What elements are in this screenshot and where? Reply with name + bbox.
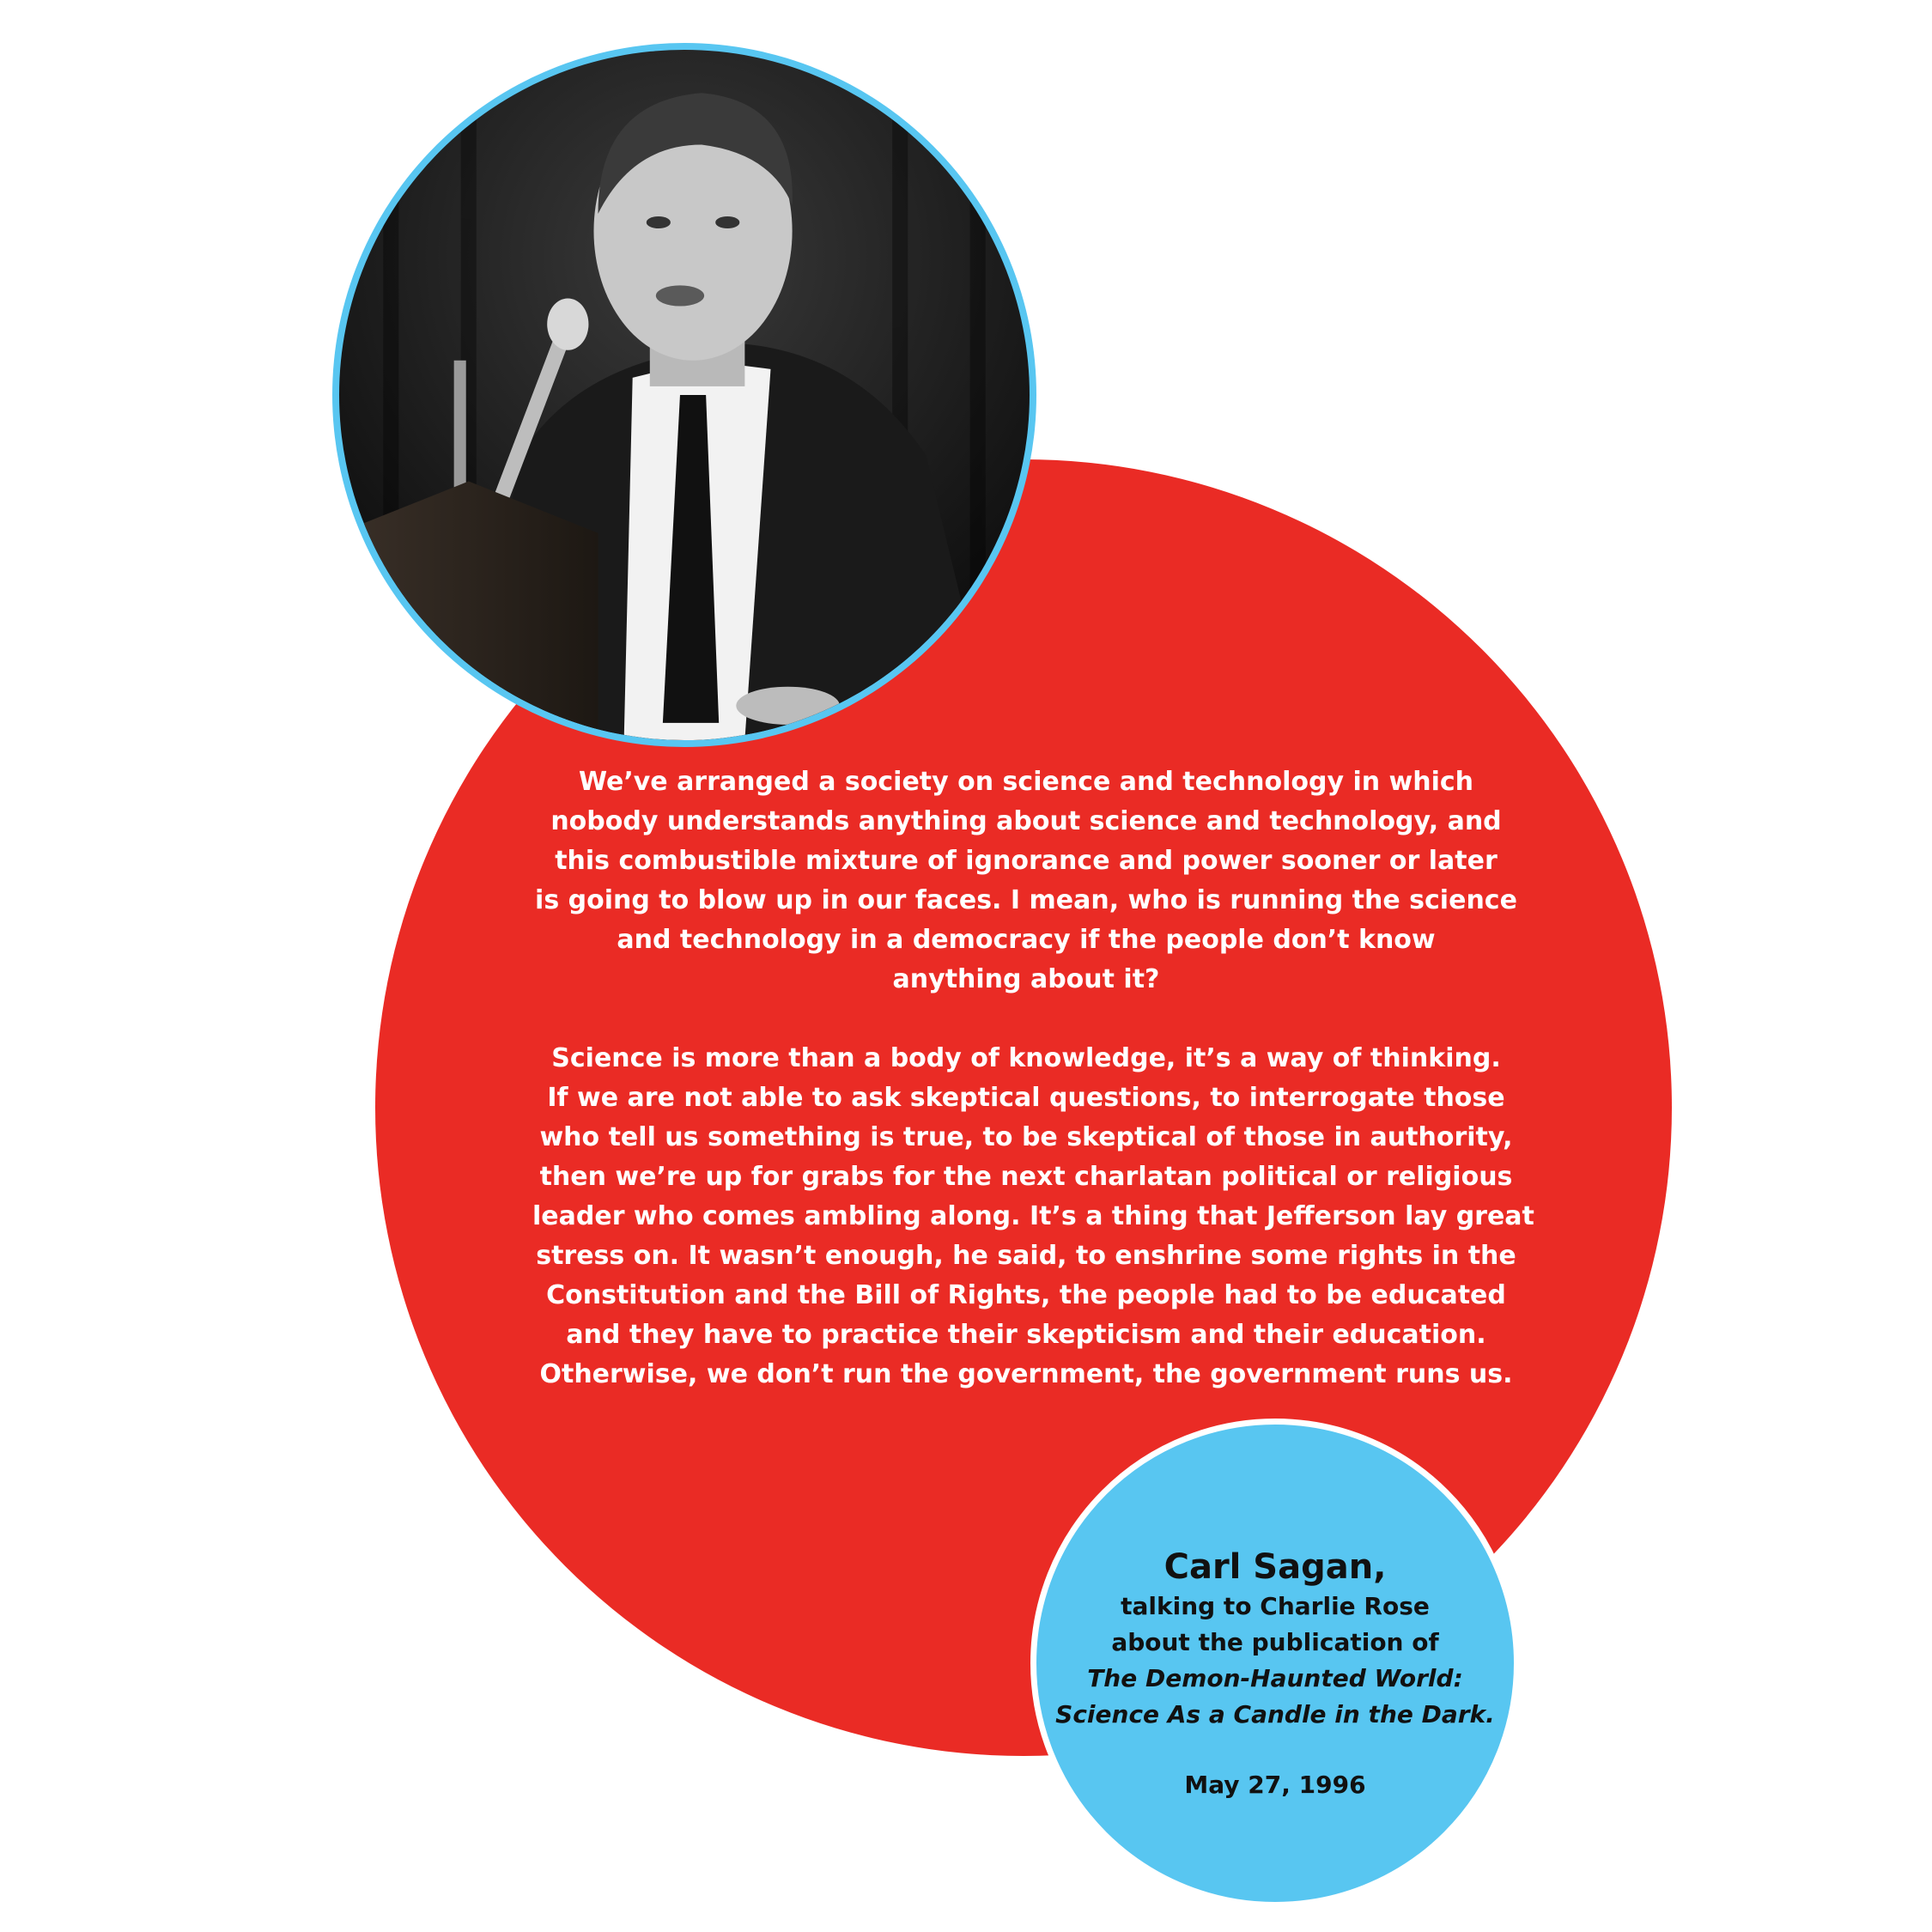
quote-line: then we’re up for grabs for the next charlatan political or religious: [539, 1162, 1513, 1192]
quote-paragraph-2: [532, 1039, 1534, 1394]
quote-paragraph-1: [532, 762, 1520, 999]
quote-line: stress on. It wasn’t enough, he said, to enshrine some rights in the: [536, 1241, 1516, 1271]
author-name: Carl Sagan,: [1163, 1547, 1387, 1587]
quote-text: [532, 762, 1534, 1434]
book-title-line-1: The Demon-Haunted World:: [1087, 1664, 1463, 1692]
context-line-2: about the publication of: [1111, 1628, 1439, 1656]
quote-line: this combustible mixture of ignorance and power sooner or later: [555, 846, 1498, 876]
interview-date: May 27, 1996: [1184, 1771, 1366, 1799]
speaker-at-podium-photo: [339, 50, 1030, 740]
attribution: [1030, 1546, 1520, 1803]
quote-line: Science is more than a body of knowledge, it’s a way of thinking.: [551, 1043, 1501, 1073]
quote-line: leader who comes ambling along. It’s a thing that Jefferson lay great: [532, 1201, 1534, 1231]
context-line-1: talking to Charlie Rose: [1121, 1592, 1430, 1620]
book-title-line-2: Science As a Candle in the Dark.: [1055, 1700, 1495, 1728]
quote-line: is going to blow up in our faces. I mean, who is running the science: [535, 885, 1517, 915]
quote-line: We’ve arranged a society on science and technology in which: [578, 767, 1474, 797]
speaker-photo: [332, 43, 1036, 747]
quote-line: and technology in a democracy if the people don’t know: [617, 925, 1436, 955]
quote-line: who tell us something is true, to be skeptical of those in authority,: [539, 1122, 1513, 1152]
quote-line: If we are not able to ask skeptical questions, to interrogate those: [547, 1083, 1505, 1113]
quote-line: and they have to practice their skepticism and their education.: [566, 1320, 1486, 1350]
quote-line: anything about it?: [892, 964, 1160, 994]
quote-line: Constitution and the Bill of Rights, the people had to be educated: [546, 1280, 1506, 1310]
quote-line: Otherwise, we don’t run the government, the government runs us.: [539, 1359, 1513, 1389]
quote-line: nobody understands anything about science and technology, and: [550, 806, 1502, 836]
